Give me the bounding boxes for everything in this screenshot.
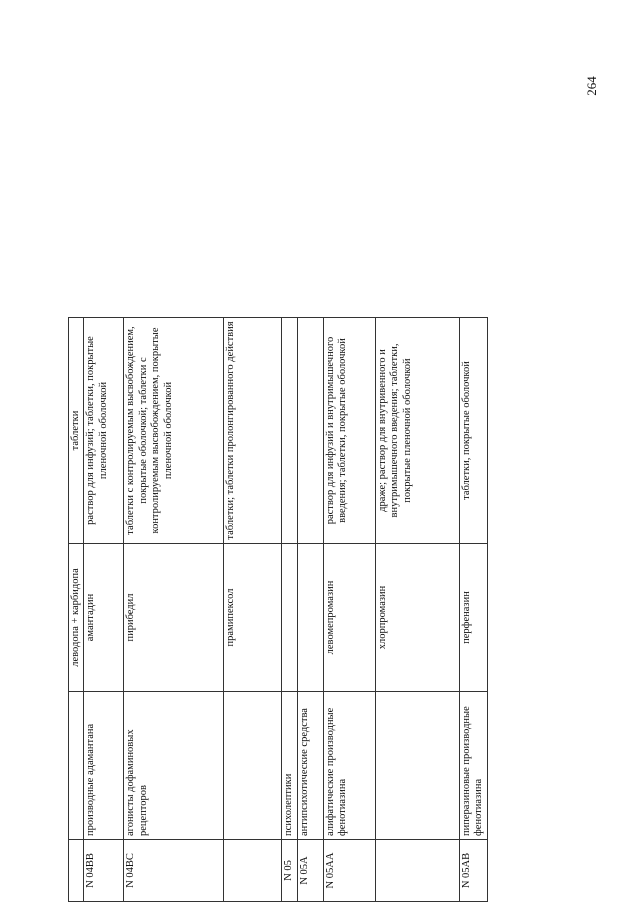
dosage-form: таблетки — [69, 318, 84, 544]
pharm-group: алифатические производные фенотиазина — [323, 692, 375, 840]
drug-name: левомепромазин — [323, 544, 375, 692]
atc-code — [375, 840, 459, 902]
drug-name: перфеназин — [459, 544, 487, 692]
dosage-form: таблетки; таблетки пролонгированного действия — [224, 318, 282, 544]
drug-name: пирибедил — [124, 544, 224, 692]
dosage-form — [282, 318, 297, 544]
atc-code: N 04BC — [124, 840, 224, 902]
table-row — [375, 318, 459, 902]
pharm-group: психолептики — [282, 692, 297, 840]
table-row — [84, 318, 124, 902]
pharm-group — [224, 692, 282, 840]
pharm-group: производные адамантана — [84, 692, 124, 840]
atc-code: N 05AA — [323, 840, 375, 902]
table-row — [282, 318, 297, 902]
drug-table-container — [68, 318, 485, 902]
pharm-group: агонисты дофаминовых рецепторов — [124, 692, 224, 840]
dosage-form: драже; раствор для внутривенного и внутримышечного введения; таблетки, покрытые пленочной оболочкой — [375, 318, 459, 544]
page-number: 264 — [584, 76, 599, 96]
pharm-group — [69, 692, 84, 840]
drug-name: прамипексол — [224, 544, 282, 692]
atc-code: N 05AB — [459, 840, 487, 902]
atc-code — [69, 840, 84, 902]
pharm-group: пиперазиновые производные фенотиазина — [459, 692, 487, 840]
dosage-form: таблетки с контролируемым высвобождением, покрытые оболочкой; таблетки с контролируемым высвобождением, покрытые пленочной оболочкой — [124, 318, 224, 544]
drug-name: леводопа + карбидопа — [69, 544, 84, 692]
drug-name: хлорпромазин — [375, 544, 459, 692]
dosage-form: раствор для инфузий и внутримышечного введения; таблетки, покрытые оболочкой — [323, 318, 375, 544]
table-row — [69, 318, 84, 902]
table-row — [459, 318, 487, 902]
pharm-group: антипсихотические средства — [297, 692, 323, 840]
table-row — [323, 318, 375, 902]
drug-table — [68, 317, 488, 902]
table-row — [297, 318, 323, 902]
drug-name — [282, 544, 297, 692]
table-row — [124, 318, 224, 902]
pharm-group — [375, 692, 459, 840]
dosage-form — [297, 318, 323, 544]
atc-code: N 05A — [297, 840, 323, 902]
atc-code: N 04BB — [84, 840, 124, 902]
atc-code — [224, 840, 282, 902]
atc-code: N 05 — [282, 840, 297, 902]
table-row — [224, 318, 282, 902]
drug-name: амантадин — [84, 544, 124, 692]
dosage-form: таблетки, покрытые оболочкой — [459, 318, 487, 544]
dosage-form: раствор для инфузий; таблетки, покрытые пленочной оболочкой — [84, 318, 124, 544]
drug-name — [297, 544, 323, 692]
